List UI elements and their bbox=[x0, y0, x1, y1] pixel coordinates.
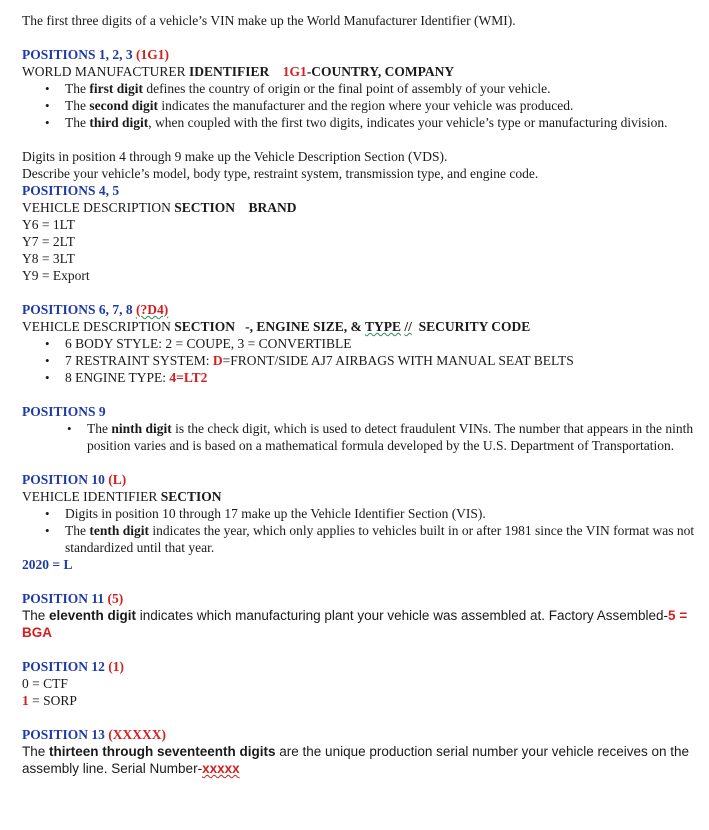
p11-eq: = BGA bbox=[22, 608, 688, 640]
p12-line-2-code: 1 bbox=[22, 693, 29, 708]
p11-bold: eleventh digit bbox=[49, 608, 137, 623]
vds-heading bbox=[22, 182, 697, 199]
p9-bold: ninth digit bbox=[111, 421, 172, 436]
p678-b1: 6 BODY STYLE: 2 = COUPE, 3 = CONVERTIBLE bbox=[65, 336, 352, 351]
p678-b2-code: D bbox=[212, 353, 223, 368]
p11-post: indicates which manufacturing plant your vehicle was assembled at. Factory Assembled- bbox=[136, 608, 669, 623]
wmi-heading-label: POSITIONS 1, 2, 3 bbox=[22, 47, 133, 62]
p10-b2-bold: tenth digit bbox=[89, 523, 150, 538]
p678-heading-code bbox=[136, 302, 168, 317]
p9-heading-label: POSITIONS 9 bbox=[22, 404, 106, 419]
p678-title-mid: -, ENGINE SIZE, & bbox=[245, 319, 365, 334]
p13-body bbox=[22, 743, 697, 777]
wmi-b1-bold: first digit bbox=[89, 81, 143, 96]
p678-title-type: TYPE bbox=[364, 319, 401, 334]
p13-bold: thirteen through seventeenth digits bbox=[49, 744, 276, 759]
vds-item: Y6 = 1LT bbox=[22, 217, 75, 232]
wmi-title-code: 1G1 bbox=[282, 64, 307, 79]
p12-line-1: 0 = CTF bbox=[22, 676, 68, 691]
wmi-b2-post: indicates the manufacturer and the region where your vehicle was produced. bbox=[158, 98, 574, 113]
list-item bbox=[65, 352, 697, 369]
list-item bbox=[65, 97, 697, 114]
list-item bbox=[65, 335, 697, 352]
p9-pre: The bbox=[87, 421, 112, 436]
wmi-b2-bold: second digit bbox=[89, 98, 159, 113]
wmi-b3-bold: third digit bbox=[89, 115, 149, 130]
p12-heading bbox=[22, 658, 697, 675]
wmi-b2-pre: The bbox=[65, 98, 90, 113]
p678-heading-label: POSITIONS 6, 7, 8 bbox=[22, 302, 133, 317]
p10-title-pre: VEHICLE IDENTIFIER bbox=[22, 489, 161, 504]
p10-b2-pre: The bbox=[65, 523, 90, 538]
p13-heading-code: (XXXXX) bbox=[108, 727, 167, 742]
p10-heading-code: (L) bbox=[108, 472, 127, 487]
intro-text: The first three digits of a vehicle’s VIN make up the World Manufacturer Identifier (WMI). bbox=[22, 13, 516, 28]
list-item bbox=[87, 420, 697, 454]
vds-item: Y7 = 2LT bbox=[22, 234, 75, 249]
vds-title-brand: BRAND bbox=[248, 200, 297, 215]
vds-title-bold: SECTION bbox=[174, 200, 236, 215]
p678-bullet-list bbox=[22, 335, 697, 386]
list-item bbox=[65, 522, 697, 556]
p11-code-val: 5 bbox=[668, 608, 676, 623]
wmi-b1-pre: The bbox=[65, 81, 90, 96]
vds-title bbox=[22, 199, 697, 216]
p10-title-bold: SECTION bbox=[160, 489, 222, 504]
p10-b1: Digits in position 10 through 17 make up the Vehicle Identifier Section (VIS). bbox=[65, 506, 486, 521]
p9-post: is the check digit, which is used to detect fraudulent VINs. The number that appears in the ninth position varies and is based on a mathematical formula developed by the U.S. Department of Transportation. bbox=[87, 421, 694, 453]
p678-title-pre: VEHICLE DESCRIPTION bbox=[22, 319, 175, 334]
p13-heading-label: POSITION 13 bbox=[22, 727, 105, 742]
wmi-b3-post: , when coupled with the first two digits, indicates your vehicle’s type or manufacturing division. bbox=[148, 115, 668, 130]
p12-line-2-post: = SORP bbox=[28, 693, 77, 708]
vds-line-1: Digits in position 4 through 9 make up the Vehicle Description Section (VDS). bbox=[22, 149, 448, 164]
p11-pre: The bbox=[22, 608, 50, 623]
wmi-heading-code: (1G1) bbox=[136, 47, 170, 62]
p10-year-line bbox=[22, 556, 697, 573]
p12-heading-code: (1) bbox=[108, 659, 125, 674]
p678-b3-pre: 8 ENGINE TYPE: bbox=[65, 370, 170, 385]
wmi-bullet-list bbox=[22, 80, 697, 131]
p9-heading bbox=[22, 403, 697, 420]
wmi-heading bbox=[22, 46, 697, 63]
p12-heading-label: POSITION 12 bbox=[22, 659, 105, 674]
p13-pre: The bbox=[22, 744, 50, 759]
p13-post: are the unique production serial number your vehicle receives on the assembly line. Serial Number- bbox=[22, 744, 690, 776]
vds-heading-label: POSITIONS 4, 5 bbox=[22, 183, 120, 198]
wmi-title bbox=[22, 63, 697, 80]
p678-b3-code: 4=LT2 bbox=[169, 370, 208, 385]
p10-title bbox=[22, 488, 697, 505]
p11-body bbox=[22, 607, 697, 641]
p11-heading-label: POSITION 11 bbox=[22, 591, 105, 606]
p10-heading-label: POSITION 10 bbox=[22, 472, 105, 487]
p11-heading bbox=[22, 590, 697, 607]
p678-code-text: (?D4) bbox=[136, 302, 169, 317]
list-item bbox=[65, 80, 697, 97]
p13-heading bbox=[22, 726, 697, 743]
p678-b2-pre: 7 RESTRAINT SYSTEM: bbox=[65, 353, 213, 368]
p678-title-slash: // bbox=[404, 319, 412, 334]
p10-heading bbox=[22, 471, 697, 488]
p678-heading bbox=[22, 301, 697, 318]
p678-title-post: SECURITY CODE bbox=[418, 319, 531, 334]
vds-title-pre: VEHICLE DESCRIPTION bbox=[22, 200, 175, 215]
vds-item: Y8 = 3LT bbox=[22, 251, 75, 266]
wmi-b3-pre: The bbox=[65, 115, 90, 130]
p678-title bbox=[22, 318, 697, 335]
p12-line-2 bbox=[22, 692, 697, 709]
wmi-title-bold: IDENTIFIER bbox=[189, 64, 270, 79]
p11-heading-code: (5) bbox=[107, 591, 124, 606]
p9-bullet-list bbox=[22, 420, 697, 454]
p678-title-bold: SECTION bbox=[174, 319, 236, 334]
list-item bbox=[65, 505, 697, 522]
vds-item: Y9 = Export bbox=[22, 268, 90, 283]
p10-bullet-list bbox=[22, 505, 697, 556]
vds-line-2: Describe your vehicle’s model, body type, restraint system, transmission type, and engine code. bbox=[22, 166, 539, 181]
p678-b2-post: =FRONT/SIDE AJ7 AIRBAGS WITH MANUAL SEAT BELTS bbox=[222, 353, 574, 368]
p10-b2-post: indicates the year, which only applies to vehicles built in or after 1981 since the VIN format was not standardized until that year. bbox=[65, 523, 695, 555]
p13-serial: xxxxx bbox=[202, 761, 240, 776]
wmi-title-post: -COUNTRY, COMPANY bbox=[306, 64, 455, 79]
wmi-b1-post: defines the country of origin or the final point of assembly of your vehicle. bbox=[143, 81, 551, 96]
p10-year-text: 2020 = L bbox=[22, 557, 73, 572]
wmi-title-pre: WORLD MANUFACTURER bbox=[22, 64, 190, 79]
list-item bbox=[65, 114, 697, 131]
list-item bbox=[65, 369, 697, 386]
